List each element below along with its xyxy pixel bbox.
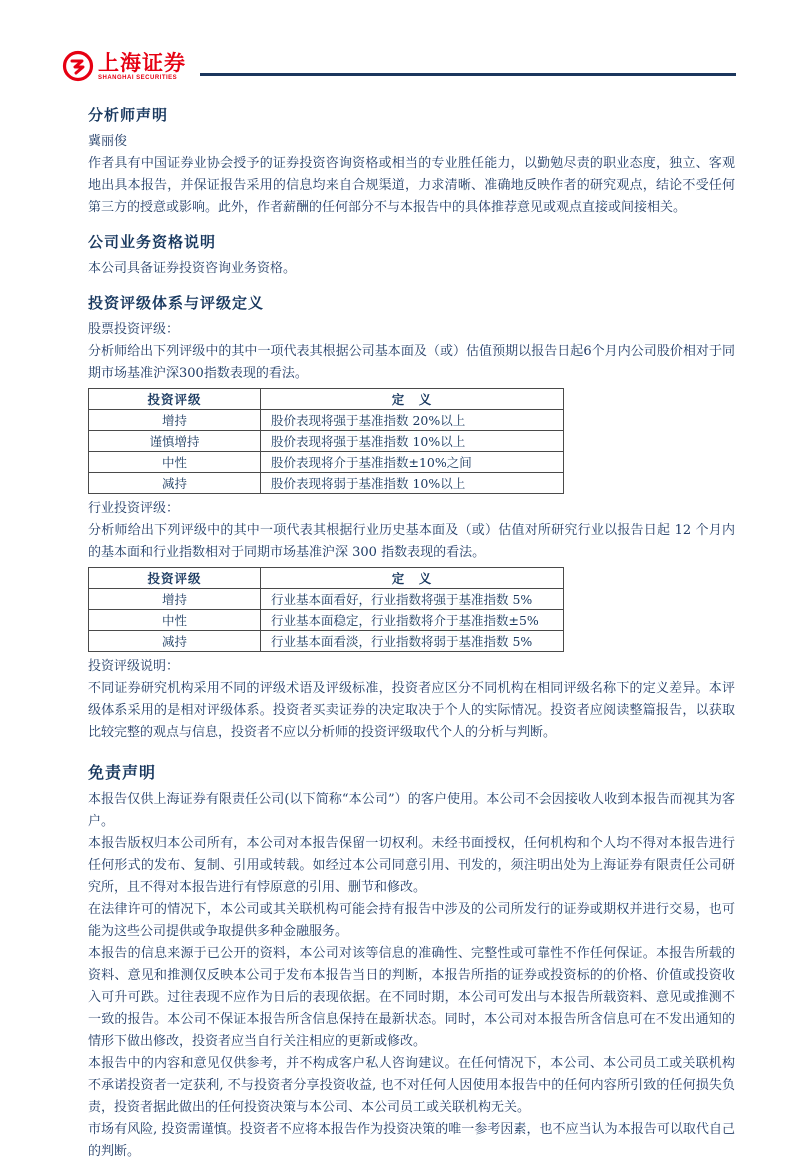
- stock-rating-table: [88, 388, 564, 494]
- definition-cell: 行业基本面看好，行业指数将强于基准指数 5%: [261, 589, 564, 610]
- disclaimer-paragraph: 在法律许可的情况下，本公司或其关联机构可能会持有报告中涉及的公司所发行的证券或期权并进行交易，也可能为这些公司提供或争取提供多种金融服务。: [88, 902, 735, 939]
- table-header-cell: 定 义: [261, 389, 564, 410]
- disclaimer-heading: 免责声明: [88, 763, 157, 782]
- analyst-name: 冀丽俊: [88, 134, 128, 149]
- brand-name-cn: 上海证券: [98, 49, 186, 75]
- table-row: [89, 631, 564, 652]
- table-row: [89, 473, 564, 494]
- table-row: [89, 610, 564, 631]
- table-row: [89, 410, 564, 431]
- rating-note-label: 投资评级说明：: [88, 659, 180, 674]
- page-content: [0, 82, 794, 1163]
- header-divider-line: [200, 73, 736, 76]
- rating-cell: 增持: [89, 410, 261, 431]
- qualification-heading: 公司业务资格说明: [88, 233, 217, 251]
- rating-system-heading: 投资评级体系与评级定义: [88, 294, 265, 312]
- rating-cell: 减持: [89, 473, 261, 494]
- stock-rating-intro: 分析师给出下列评级中的其中一项代表其根据公司基本面及（或）估值预期以报告日起6个月内公司股价相对于同期市场基准沪深300指数表现的看法。: [88, 344, 735, 381]
- definition-cell: 股价表现将弱于基准指数 10%以上: [261, 473, 564, 494]
- table-header-cell: 定 义: [261, 568, 564, 589]
- disclaimer-paragraph: 本报告版权归本公司所有，本公司对本报告保留一切权利。未经书面授权，任何机构和个人均不得对本报告进行任何形式的发布、复制、引用或转载。如经过本公司同意引用、刊发的，须注明出处为上海证券有限责任公司研究所，且不得对本报告进行有悖原意的引用、删节和修改。: [88, 836, 735, 895]
- company-logo: [62, 50, 186, 82]
- rating-cell: 中性: [89, 610, 261, 631]
- brand-name-en: SHANGHAI SECURITIES: [98, 74, 178, 81]
- rating-cell: 谨慎增持: [89, 431, 261, 452]
- qualification-body: 本公司具备证券投资咨询业务资格。: [88, 261, 297, 276]
- table-header-cell: 投资评级: [89, 568, 261, 589]
- definition-cell: 行业基本面稳定，行业指数将介于基准指数±5%: [261, 610, 564, 631]
- definition-cell: 行业基本面看淡，行业指数将弱于基准指数 5%: [261, 631, 564, 652]
- analyst-statement-body: 作者具有中国证券业协会授予的证券投资咨询资格或相当的专业胜任能力，以勤勉尽责的职业态度，独立、客观地出具本报告，并保证报告采用的信息均来自合规渠道，力求清晰、准确地反映作者的研究观点，结论不受任何第三方的授意或影响。此外，作者薪酬的任何部分不与本报告中的具体推荐意见或观点直接或间接相关。: [88, 156, 735, 215]
- disclaimer-paragraph: 本报告中的内容和意见仅供参考，并不构成客户私人咨询建议。在任何情况下，本公司、本公司员工或关联机构不承诺投资者一定获利, 不与投资者分享投资收益, 也不对任何人因使用本报告中的任何内容所引致的任何损失负责，投资者据此做出的任何投资决策与本公司、本公司员工或关联机构无关。: [88, 1056, 735, 1115]
- industry-rating-intro: 分析师给出下列评级中的其中一项代表其根据行业历史基本面及（或）估值对所研究行业以报告日起 12 个月内的基本面和行业指数相对于同期市场基准沪深 300 指数表现的看法。: [88, 523, 735, 560]
- definition-cell: 股价表现将介于基准指数±10%之间: [261, 452, 564, 473]
- disclaimer-paragraph: 本报告的信息来源于已公开的资料，本公司对该等信息的准确性、完整性或可靠性不作任何保证。本报告所载的资料、意见和推测仅反映本公司于发布本报告当日的判断，本报告所指的证券或投资标的的价格、价值或投资收入可升可跌。过往表现不应作为日后的表现依据。在不同时期，本公司可发出与本报告所载资料、意见或推测不一致的报告。本公司不保证本报告所含信息保持在最新状态。同时，本公司对本报告所含信息可在不发出通知的情形下做出修改，投资者应当自行关注相应的更新或修改。: [88, 946, 735, 1049]
- industry-rating-table: [88, 567, 564, 652]
- logo-text: [98, 49, 186, 81]
- page-header: [0, 0, 794, 82]
- table-header-row: [89, 389, 564, 410]
- table-row: [89, 431, 564, 452]
- rating-cell: 增持: [89, 589, 261, 610]
- rating-cell: 中性: [89, 452, 261, 473]
- table-row: [89, 452, 564, 473]
- industry-rating-label: 行业投资评级：: [88, 501, 180, 516]
- table-row: [89, 589, 564, 610]
- rating-cell: 减持: [89, 631, 261, 652]
- table-header-cell: 投资评级: [89, 389, 261, 410]
- disclaimer-paragraphs: [88, 789, 735, 1163]
- definition-cell: 股价表现将强于基准指数 20%以上: [261, 410, 564, 431]
- table-header-row: [89, 568, 564, 589]
- rating-note-body: 不同证券研究机构采用不同的评级术语及评级标准，投资者应区分不同机构在相同评级名称下的定义差异。本评级体系采用的是相对评级体系。投资者买卖证券的决定取决于个人的实际情况。投资者应阅读整篇报告，以获取比较完整的观点与信息，投资者不应以分析师的投资评级取代个人的分析与判断。: [88, 681, 735, 740]
- analyst-statement-heading: 分析师声明: [88, 106, 169, 124]
- stock-rating-label: 股票投资评级：: [88, 322, 180, 337]
- disclaimer-paragraph: 市场有风险, 投资需谨慎。投资者不应将本报告作为投资决策的唯一参考因素，也不应当认为本报告可以取代自己的判断。: [88, 1122, 735, 1159]
- disclaimer-paragraph: 本报告仅供上海证券有限责任公司(以下简称“本公司”）的客户使用。本公司不会因接收人收到本报告而视其为客户。: [88, 792, 735, 829]
- shanghai-securities-logo-icon: [62, 50, 94, 82]
- definition-cell: 股价表现将强于基准指数 10%以上: [261, 431, 564, 452]
